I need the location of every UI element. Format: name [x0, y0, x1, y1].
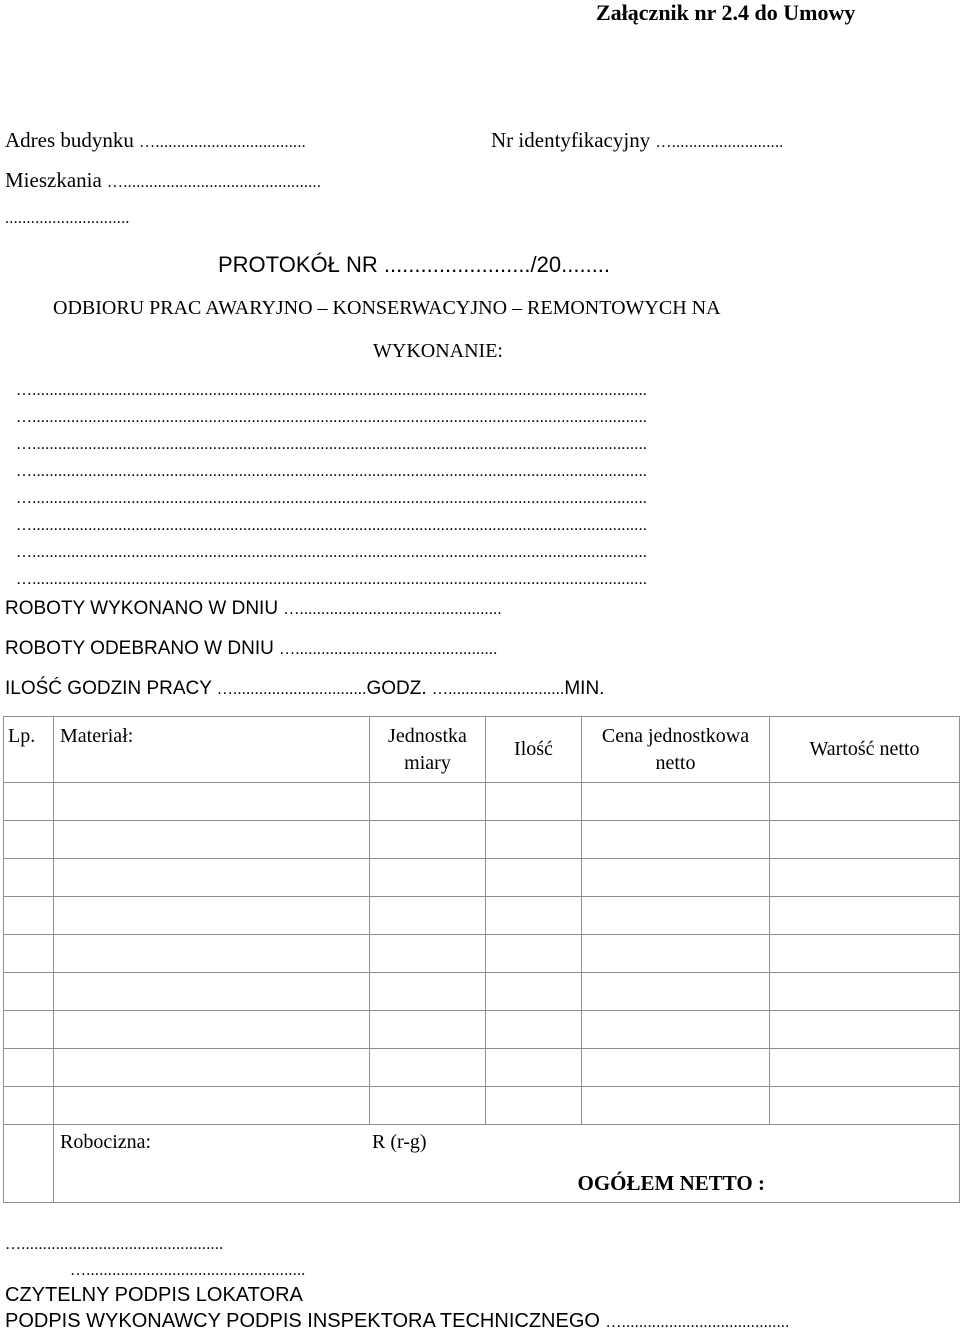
apartment-cont-dots: .............................: [5, 210, 130, 227]
table-row: [4, 935, 960, 973]
work-accepted-label: ROBOTY ODEBRANO W DNIU: [5, 638, 274, 659]
apartment-label: Mieszkania: [5, 168, 102, 192]
id-dots: …..........................: [655, 134, 784, 151]
description-line: …...............................................................................................................................................: [16, 490, 648, 507]
labour-row: [4, 1125, 960, 1203]
table-row: [4, 859, 960, 897]
protocol-title: PROTOKÓŁ NR ......................../20........: [218, 252, 611, 277]
minutes-dots: …...........................: [431, 681, 565, 698]
header-quantity: Ilość: [486, 717, 582, 783]
table-row: [4, 1011, 960, 1049]
description-line: …...............................................................................................................................................: [16, 436, 648, 453]
tenant-signature-dots: …...............................................: [5, 1236, 224, 1253]
hours-unit: GODZ.: [366, 678, 427, 699]
apartment-field: [5, 168, 321, 192]
table-row: [4, 821, 960, 859]
work-accepted-dots: …...............................................: [279, 641, 498, 658]
protocol-subtitle: ODBIORU PRAC AWARYJNO – KONSERWACYJNO – REMONTOWYCH NA: [53, 297, 721, 319]
header-unit-price: Cena jednostkowa netto: [582, 717, 770, 783]
work-accepted-field: [5, 638, 498, 660]
id-label: Nr identyfikacyjny: [491, 128, 651, 152]
work-done-label: ROBOTY WYKONANO W DNIU: [5, 598, 279, 619]
address-label: Adres budynku: [5, 128, 134, 152]
id-field: [491, 128, 784, 152]
description-line: …...............................................................................................................................................: [16, 571, 648, 588]
description-line: …...............................................................................................................................................: [16, 544, 648, 561]
table-header-row: [4, 717, 960, 783]
work-label: WYKONANIE:: [373, 340, 503, 362]
table-row: [4, 1087, 960, 1125]
table-row: [4, 897, 960, 935]
work-hours-dots: …...............................: [216, 681, 367, 698]
tenant-signature-dots-2: …...................................................: [70, 1262, 306, 1279]
table-row: [4, 1049, 960, 1087]
work-done-field: [5, 598, 502, 620]
description-line: …...............................................................................................................................................: [16, 517, 648, 534]
total-net-label: OGÓŁEM NETTO :: [577, 1171, 765, 1195]
header-net-value: Wartość netto: [770, 717, 960, 783]
description-line: …...............................................................................................................................................: [16, 409, 648, 426]
contractor-signature-label: PODPIS WYKONAWCY: [5, 1310, 221, 1332]
table-row: [4, 973, 960, 1011]
annex-label: Załącznik nr 2.4 do Umowy: [596, 0, 856, 25]
materials-table: [3, 716, 960, 1203]
work-hours-label: ILOŚĆ GODZIN PRACY: [5, 678, 212, 699]
header-lp: Lp.: [4, 717, 54, 783]
description-line: …...............................................................................................................................................: [16, 382, 648, 399]
minutes-unit: MIN.: [564, 678, 605, 699]
tenant-signature-label: CZYTELNY PODPIS LOKATORA: [5, 1284, 303, 1306]
work-hours-field: [5, 678, 604, 700]
labour-label: Robocizna:: [60, 1131, 152, 1153]
inspector-signature-label: PODPIS INSPEKTORA TECHNICZNEGO: [226, 1310, 600, 1332]
work-done-dots: …...............................................: [283, 601, 502, 618]
header-unit: Jednostka miary: [370, 717, 486, 783]
labour-code: R (r-g): [372, 1131, 427, 1153]
header-material: Materiał:: [54, 717, 370, 783]
address-field: [5, 128, 306, 152]
address-dots: …...................................: [139, 134, 306, 151]
description-line: …...............................................................................................................................................: [16, 463, 648, 480]
inspector-signature-dots: ….......................................: [605, 1314, 790, 1331]
apartment-dots: …..............................................: [107, 174, 322, 191]
signature-row: [5, 1310, 790, 1333]
table-row: [4, 783, 960, 821]
